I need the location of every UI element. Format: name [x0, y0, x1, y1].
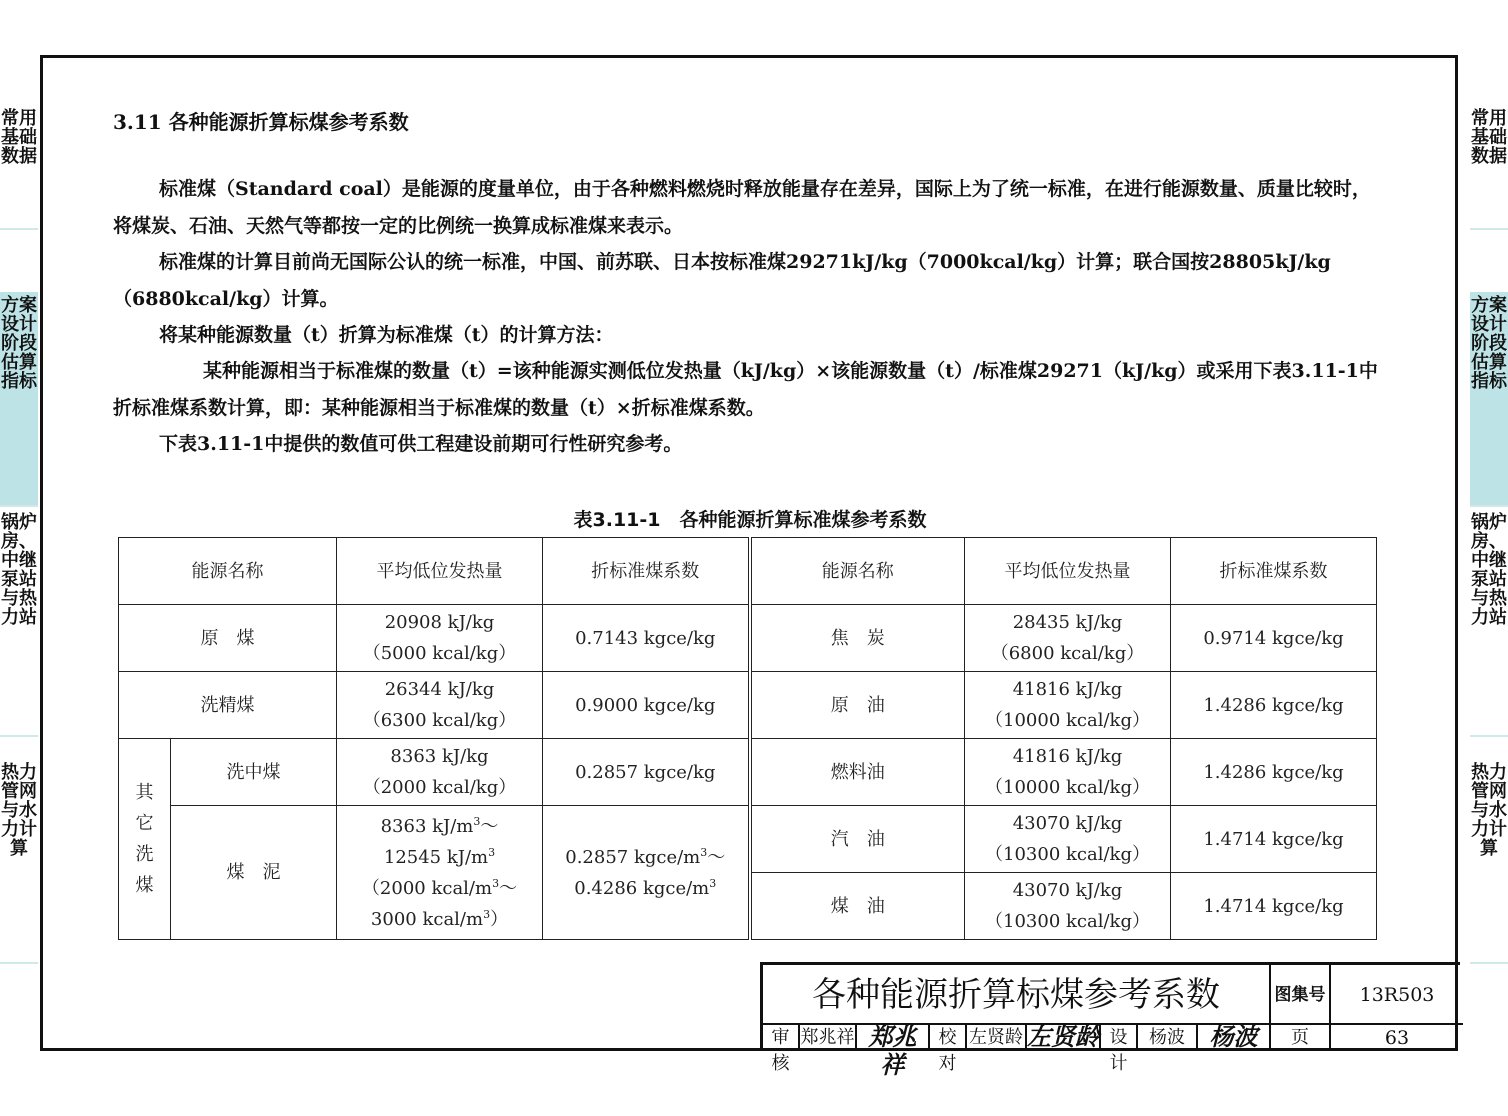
page-number: 63 [1384, 1027, 1410, 1049]
heat-value-right: 43070 kJ/kg （10300 kcal/kg） [965, 806, 1171, 873]
energy-name-right: 燃料油 [750, 739, 965, 806]
check-label: 校对 [930, 1025, 967, 1051]
coefficient-right: 0.9714 kgce/kg [1171, 605, 1377, 672]
heat-value: 8363 kJ/kg （2000 kcal/kg） [337, 739, 543, 806]
coefficient: 0.2857 kgce/kg [543, 739, 750, 806]
coefficient-right: 1.4286 kgce/kg [1171, 672, 1377, 739]
header-heat-value: 平均低位发热量 [337, 538, 543, 605]
review-label: 审核 [763, 1025, 800, 1051]
energy-name-right: 煤 油 [750, 873, 965, 940]
atlas-number: 13R503 [1331, 965, 1463, 1025]
header-heat-value-right: 平均低位发热量 [965, 538, 1171, 605]
paragraph-definition: 标准煤（Standard coal）是能源的度量单位，由于各种燃料燃烧时释放能量存在差异，国际上为了统一标准，在进行能源数量、质量比较时，将煤炭、石油、天然气等都按一定的比例统一换算成标准煤来表示。 [113, 178, 1371, 237]
designer-name: 杨波 [1138, 1025, 1198, 1051]
table-row [119, 739, 1377, 806]
side-tab-boiler-room-right[interactable]: 锅炉房、中继泵站与热力站 [1470, 509, 1508, 737]
reviewer-signature: 郑兆祥 [857, 1023, 930, 1051]
energy-coefficient-table [118, 537, 1377, 940]
header-coefficient: 折标准煤系数 [543, 538, 750, 605]
side-tab-heating-network[interactable]: 热力管网与水力计算 [0, 759, 38, 964]
energy-name-right: 汽 油 [750, 806, 965, 873]
group-label-other-washed-coal: 其它洗煤 [119, 739, 171, 940]
heat-value: 8363 $kJ/m^3\sim$ 12545 $kJ/m^3$ （2000 kcal/$m^3\sim$ 3000 kcal/$m^3$） [337, 806, 543, 940]
page-label: 页 [1271, 1025, 1331, 1051]
paragraph-note: 下表3.11-1中提供的数值可供工程建设前期可行性研究参考。 [159, 433, 683, 455]
drawing-title: 各种能源折算标煤参考系数 [763, 965, 1271, 1025]
energy-name: 洗中煤 [171, 739, 337, 806]
designer-signature: 杨波 [1198, 1023, 1271, 1051]
title-block [760, 962, 1460, 1079]
table-caption: 表3.11-1 各种能源折算标准煤参考系数 [573, 509, 927, 531]
heat-value-right: 28435 kJ/kg （6800 kcal/kg） [965, 605, 1171, 672]
header-coefficient-right: 折标准煤系数 [1171, 538, 1377, 605]
design-label: 设计 [1101, 1025, 1138, 1051]
heat-value-right: 43070 kJ/kg （10300 kcal/kg） [965, 873, 1171, 940]
side-tab-basic-data[interactable]: 常用基础数据 [0, 105, 38, 230]
coefficient: 0.9000 kgce/kg [543, 672, 750, 739]
energy-name-right: 焦 炭 [750, 605, 965, 672]
coefficient: 0.7143 kgce/kg [543, 605, 750, 672]
side-tab-basic-data-right[interactable]: 常用基础数据 [1470, 105, 1508, 230]
checker-name: 左贤龄 [967, 1025, 1027, 1051]
coefficient-right: 1.4714 kgce/kg [1171, 873, 1377, 940]
paragraph-standard: 标准煤的计算目前尚无国际公认的统一标准，中国、前苏联、日本按标准煤29271kJ/kg（7000kcal/kg）计算；联合国按28805kJ/kg（6880kcal/kg）计算。 [113, 251, 1331, 310]
side-tab-heating-network-right[interactable]: 热力管网与水力计算 [1470, 759, 1508, 964]
paragraph-method-intro: 将某种能源数量（t）折算为标准煤（t）的计算方法： [159, 324, 614, 346]
header-energy-name-right: 能源名称 [750, 538, 965, 605]
paragraph-formula: 某种能源相当于标准煤的数量（t）=该种能源实测低位发热量（kJ/kg）×该能源数量（t）/标准煤29271（kJ/kg）或采用下表3.11-1中折标准煤系数计算，即：某种能源相当于标准煤的数量（t）×折标准煤系数。 [113, 360, 1378, 419]
energy-name: 煤 泥 [171, 806, 337, 940]
checker-signature: 左贤龄 [1027, 1022, 1099, 1051]
coefficient: 0.2857 kgce/$m^3\sim$ 0.4286 kgce/$m^3$ [543, 806, 750, 940]
table-row [119, 806, 1377, 873]
energy-name: 原 煤 [119, 605, 337, 672]
section-heading: 3.11 各种能源折算标煤参考系数 [113, 110, 409, 134]
table-row [119, 672, 1377, 739]
table-header-row [119, 538, 1377, 605]
energy-name: 洗精煤 [119, 672, 337, 739]
side-tab-boiler-room[interactable]: 锅炉房、中继泵站与热力站 [0, 509, 38, 737]
reviewer-name: 郑兆祥 [800, 1025, 857, 1051]
coefficient-right: 1.4714 kgce/kg [1171, 806, 1377, 873]
atlas-label: 图集号 [1271, 965, 1331, 1025]
side-tab-scheme-estimate[interactable]: 方案设计阶段估算指标 [0, 292, 38, 507]
coefficient-right: 1.4286 kgce/kg [1171, 739, 1377, 806]
heat-value: 26344 kJ/kg （6300 kcal/kg） [337, 672, 543, 739]
header-energy-name: 能源名称 [119, 538, 337, 605]
energy-name-right: 原 油 [750, 672, 965, 739]
side-tab-scheme-estimate-right[interactable]: 方案设计阶段估算指标 [1470, 292, 1508, 507]
table-row [119, 605, 1377, 672]
heat-value-right: 41816 kJ/kg （10000 kcal/kg） [965, 672, 1171, 739]
heat-value-right: 41816 kJ/kg （10000 kcal/kg） [965, 739, 1171, 806]
heat-value: 20908 kJ/kg （5000 kcal/kg） [337, 605, 543, 672]
